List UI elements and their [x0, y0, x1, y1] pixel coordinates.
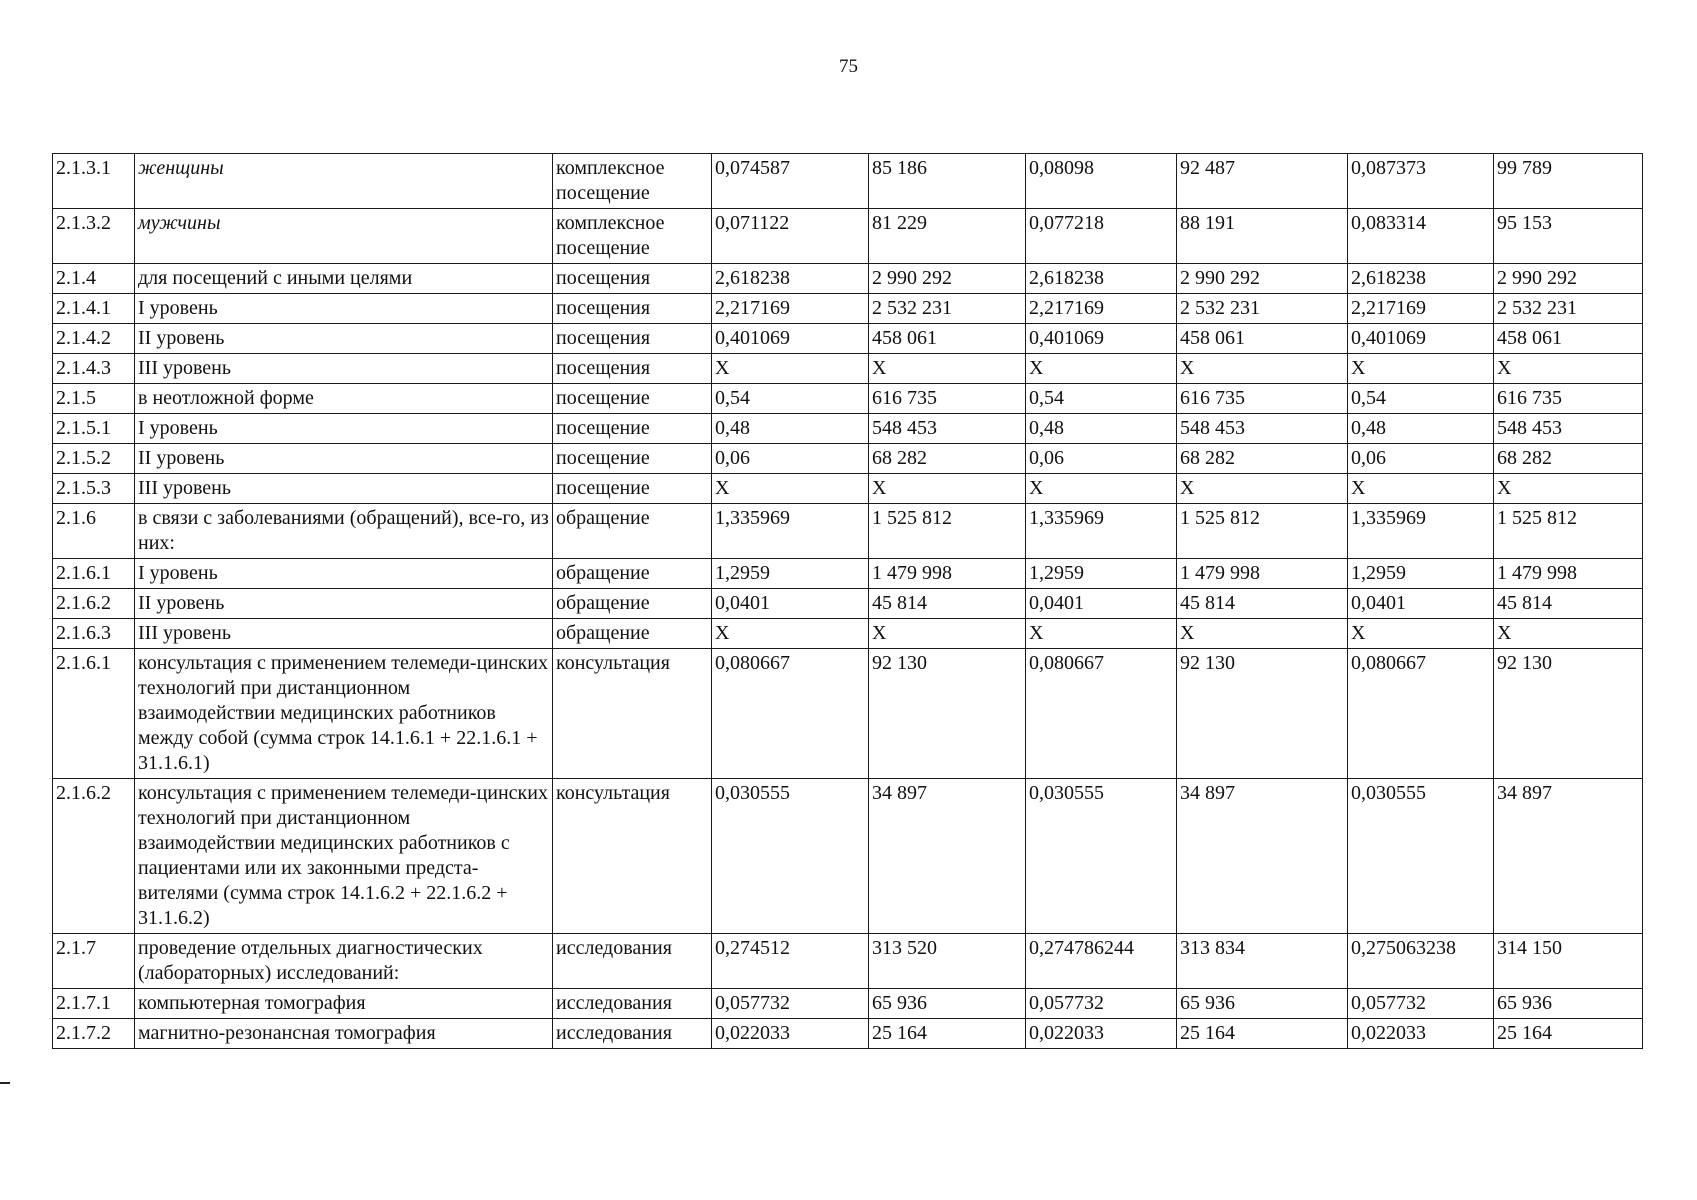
row-value: 1,2959	[712, 559, 869, 589]
table-row	[53, 589, 1643, 619]
row-code: 2.1.6.1	[53, 559, 135, 589]
row-value: 313 834	[1177, 934, 1348, 989]
table-row	[53, 1019, 1643, 1049]
row-value: 314 150	[1494, 934, 1643, 989]
row-value: 548 453	[1494, 414, 1643, 444]
row-unit: посещение	[553, 414, 712, 444]
row-value: 68 282	[869, 444, 1026, 474]
row-label: I уровень	[135, 559, 553, 589]
row-value: 2,618238	[1026, 264, 1177, 294]
row-unit: посещение	[553, 444, 712, 474]
row-value: 1 479 998	[1177, 559, 1348, 589]
row-code: 2.1.7.1	[53, 989, 135, 1019]
row-label: проведение отдельных диагностических (лабораторных) исследований:	[135, 934, 553, 989]
row-value: 1 479 998	[869, 559, 1026, 589]
row-value: 0,022033	[712, 1019, 869, 1049]
row-value: X	[1026, 354, 1177, 384]
row-value: 65 936	[869, 989, 1026, 1019]
row-value: X	[712, 354, 869, 384]
row-code: 2.1.7	[53, 934, 135, 989]
row-value: 0,080667	[712, 649, 869, 779]
row-value: 1 525 812	[869, 504, 1026, 559]
row-value: 1 525 812	[1177, 504, 1348, 559]
row-code: 2.1.5.2	[53, 444, 135, 474]
row-label: III уровень	[135, 354, 553, 384]
row-value: 34 897	[869, 779, 1026, 934]
row-value: 616 735	[1494, 384, 1643, 414]
row-value: 45 814	[1494, 589, 1643, 619]
row-value: 2,618238	[1348, 264, 1494, 294]
row-value: 1,335969	[1348, 504, 1494, 559]
row-code: 2.1.5	[53, 384, 135, 414]
row-code: 2.1.6.2	[53, 589, 135, 619]
row-unit: исследования	[553, 934, 712, 989]
row-value: 0,0401	[1348, 589, 1494, 619]
row-value: X	[1494, 619, 1643, 649]
row-value: 0,401069	[1348, 324, 1494, 354]
row-code: 2.1.6.2	[53, 779, 135, 934]
row-unit: исследования	[553, 1019, 712, 1049]
row-value: 2,217169	[1348, 294, 1494, 324]
table-row	[53, 444, 1643, 474]
table-row	[53, 264, 1643, 294]
table-row	[53, 649, 1643, 779]
table-row	[53, 209, 1643, 264]
row-value: 0,022033	[1348, 1019, 1494, 1049]
row-value: 1 525 812	[1494, 504, 1643, 559]
row-value: 2,618238	[712, 264, 869, 294]
row-value: X	[1177, 619, 1348, 649]
row-value: 92 487	[1177, 154, 1348, 209]
row-value: 548 453	[869, 414, 1026, 444]
row-unit: посещения	[553, 324, 712, 354]
row-label: II уровень	[135, 444, 553, 474]
row-label: компьютерная томография	[135, 989, 553, 1019]
row-value: 458 061	[1494, 324, 1643, 354]
row-code: 2.1.6.3	[53, 619, 135, 649]
row-value: 0,48	[712, 414, 869, 444]
row-code: 2.1.4.3	[53, 354, 135, 384]
row-code: 2.1.4.1	[53, 294, 135, 324]
row-code: 2.1.5.3	[53, 474, 135, 504]
row-label: в неотложной форме	[135, 384, 553, 414]
row-value: 0,06	[1026, 444, 1177, 474]
table-row	[53, 354, 1643, 384]
row-value: 85 186	[869, 154, 1026, 209]
row-label: II уровень	[135, 589, 553, 619]
row-code: 2.1.6	[53, 504, 135, 559]
row-value: 1 479 998	[1494, 559, 1643, 589]
row-value: 45 814	[1177, 589, 1348, 619]
row-unit: посещение	[553, 384, 712, 414]
row-value: X	[1177, 474, 1348, 504]
row-value: 25 164	[1177, 1019, 1348, 1049]
row-code: 2.1.4.2	[53, 324, 135, 354]
row-value: 0,54	[1348, 384, 1494, 414]
row-value: X	[1177, 354, 1348, 384]
row-code: 2.1.3.2	[53, 209, 135, 264]
row-value: 0,274786244	[1026, 934, 1177, 989]
row-value: 0,08098	[1026, 154, 1177, 209]
row-value: 0,057732	[712, 989, 869, 1019]
row-value: 616 735	[1177, 384, 1348, 414]
table-row	[53, 154, 1643, 209]
row-value: 2 990 292	[1177, 264, 1348, 294]
row-value: 2,217169	[712, 294, 869, 324]
table-row	[53, 384, 1643, 414]
table-row	[53, 989, 1643, 1019]
row-value: X	[1026, 474, 1177, 504]
row-value: X	[1026, 619, 1177, 649]
row-value: 92 130	[869, 649, 1026, 779]
row-value: 0,022033	[1026, 1019, 1177, 1049]
row-value: 92 130	[1177, 649, 1348, 779]
row-unit: посещение	[553, 474, 712, 504]
row-value: 1,335969	[1026, 504, 1177, 559]
row-unit: консультация	[553, 649, 712, 779]
row-value: 0,54	[712, 384, 869, 414]
table-row	[53, 619, 1643, 649]
row-value: 2 532 231	[869, 294, 1026, 324]
row-label: консультация с применением телемеди-цинских технологий при дистанционном взаимодействии медицинских работников между собой (сумма строк 14.1.6.1 + 22.1.6.1 + 31.1.6.1)	[135, 649, 553, 779]
row-value: X	[1348, 354, 1494, 384]
row-value: 0,06	[1348, 444, 1494, 474]
row-label: мужчины	[135, 209, 553, 264]
row-unit: обращение	[553, 619, 712, 649]
row-value: X	[712, 619, 869, 649]
row-label: I уровень	[135, 294, 553, 324]
row-label: женщины	[135, 154, 553, 209]
row-value: 95 153	[1494, 209, 1643, 264]
table-row	[53, 779, 1643, 934]
row-code: 2.1.5.1	[53, 414, 135, 444]
row-value: X	[712, 474, 869, 504]
row-value: 34 897	[1177, 779, 1348, 934]
row-value: 616 735	[869, 384, 1026, 414]
row-value: 45 814	[869, 589, 1026, 619]
page-number: 75	[839, 56, 858, 77]
row-value: X	[869, 354, 1026, 384]
row-value: 65 936	[1177, 989, 1348, 1019]
table-row	[53, 934, 1643, 989]
row-value: 458 061	[869, 324, 1026, 354]
row-unit: посещения	[553, 264, 712, 294]
table-row	[53, 504, 1643, 559]
table-row	[53, 324, 1643, 354]
row-code: 2.1.7.2	[53, 1019, 135, 1049]
row-value: 0,077218	[1026, 209, 1177, 264]
row-unit: обращение	[553, 504, 712, 559]
row-value: 0,401069	[1026, 324, 1177, 354]
row-value: X	[869, 474, 1026, 504]
row-value: X	[1494, 354, 1643, 384]
row-unit: комплексное посещение	[553, 154, 712, 209]
row-value: X	[869, 619, 1026, 649]
row-value: 458 061	[1177, 324, 1348, 354]
row-value: 2 532 231	[1177, 294, 1348, 324]
row-value: 0,401069	[712, 324, 869, 354]
row-value: 0,087373	[1348, 154, 1494, 209]
row-value: 1,2959	[1348, 559, 1494, 589]
table-row	[53, 294, 1643, 324]
row-value: 0,54	[1026, 384, 1177, 414]
row-value: 2 990 292	[1494, 264, 1643, 294]
row-label: III уровень	[135, 619, 553, 649]
row-value: 0,06	[712, 444, 869, 474]
row-value: 25 164	[1494, 1019, 1643, 1049]
row-label: консультация с применением телемеди-цинских технологий при дистанционном взаимодействии медицинских работников с пациентами или их законными предста-вителями (сумма строк 14.1.6.2 + 22.1.6.2 + 31.1.6.2)	[135, 779, 553, 934]
row-label: I уровень	[135, 414, 553, 444]
row-value: 0,0401	[712, 589, 869, 619]
row-value: 81 229	[869, 209, 1026, 264]
row-value: 0,030555	[712, 779, 869, 934]
row-value: X	[1494, 474, 1643, 504]
row-label: II уровень	[135, 324, 553, 354]
row-value: 2 532 231	[1494, 294, 1643, 324]
row-value: 0,071122	[712, 209, 869, 264]
row-value: 88 191	[1177, 209, 1348, 264]
row-value: 1,335969	[712, 504, 869, 559]
row-value: 25 164	[869, 1019, 1026, 1049]
row-unit: исследования	[553, 989, 712, 1019]
row-code: 2.1.3.1	[53, 154, 135, 209]
row-value: 99 789	[1494, 154, 1643, 209]
table-row	[53, 414, 1643, 444]
row-value: 34 897	[1494, 779, 1643, 934]
row-label: для посещений с иными целями	[135, 264, 553, 294]
row-unit: обращение	[553, 589, 712, 619]
data-table	[52, 153, 1643, 1049]
row-value: 0,274512	[712, 934, 869, 989]
row-value: 0,275063238	[1348, 934, 1494, 989]
row-value: 0,080667	[1348, 649, 1494, 779]
row-value: 0,080667	[1026, 649, 1177, 779]
row-label: в связи с заболеваниями (обращений), все-го, из них:	[135, 504, 553, 559]
row-value: 0,0401	[1026, 589, 1177, 619]
row-value: 2 990 292	[869, 264, 1026, 294]
row-value: 2,217169	[1026, 294, 1177, 324]
row-value: 313 520	[869, 934, 1026, 989]
row-value: 0,057732	[1026, 989, 1177, 1019]
row-unit: обращение	[553, 559, 712, 589]
row-label: магнитно-резонансная томография	[135, 1019, 553, 1049]
table-row	[53, 559, 1643, 589]
row-value: X	[1348, 619, 1494, 649]
row-unit: посещения	[553, 354, 712, 384]
row-value: 65 936	[1494, 989, 1643, 1019]
table-row	[53, 474, 1643, 504]
row-value: 68 282	[1494, 444, 1643, 474]
row-unit: консультация	[553, 779, 712, 934]
row-value: 0,074587	[712, 154, 869, 209]
row-value: 548 453	[1177, 414, 1348, 444]
table-body	[53, 154, 1643, 1049]
row-code: 2.1.4	[53, 264, 135, 294]
row-unit: посещения	[553, 294, 712, 324]
row-code: 2.1.6.1	[53, 649, 135, 779]
row-value: 68 282	[1177, 444, 1348, 474]
row-value: 0,48	[1026, 414, 1177, 444]
row-value: 0,030555	[1026, 779, 1177, 934]
row-label: III уровень	[135, 474, 553, 504]
row-value: 92 130	[1494, 649, 1643, 779]
row-value: 0,057732	[1348, 989, 1494, 1019]
row-value: 0,030555	[1348, 779, 1494, 934]
row-value: X	[1348, 474, 1494, 504]
row-value: 0,083314	[1348, 209, 1494, 264]
margin-mark	[0, 1082, 10, 1084]
row-value: 0,48	[1348, 414, 1494, 444]
row-value: 1,2959	[1026, 559, 1177, 589]
row-unit: комплексное посещение	[553, 209, 712, 264]
